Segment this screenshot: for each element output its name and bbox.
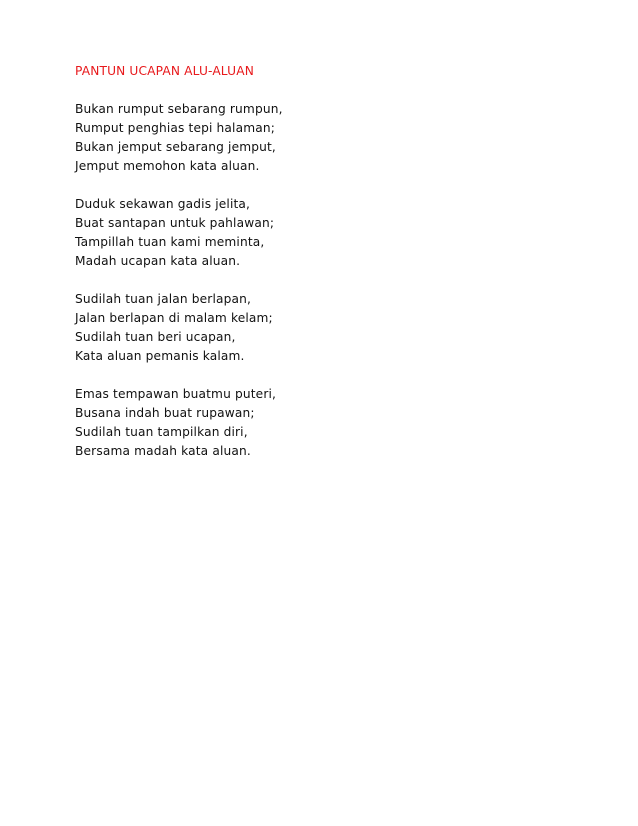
stanza-line: Bukan rumput sebarang rumpun,	[75, 102, 283, 116]
stanza-line: Sudilah tuan jalan berlapan,	[75, 292, 252, 306]
stanza-line: Emas tempawan buatmu puteri,	[75, 387, 277, 401]
stanza-1	[75, 100, 555, 176]
stanza-line: Sudilah tuan tampilkan diri,	[75, 425, 248, 439]
stanza-line: Duduk sekawan gadis jelita,	[75, 197, 251, 211]
stanza-line: Jemput memohon kata aluan.	[75, 159, 260, 173]
document-title: PANTUN UCAPAN ALU-ALUAN	[75, 64, 254, 78]
stanza-line: Sudilah tuan beri ucapan,	[75, 330, 236, 344]
stanza-line: Jalan berlapan di malam kelam;	[75, 311, 273, 325]
stanza-2	[75, 195, 555, 271]
stanza-line: Kata aluan pemanis kalam.	[75, 349, 245, 363]
stanza-line: Rumput penghias tepi halaman;	[75, 121, 275, 135]
stanza-line: Tampillah tuan kami meminta,	[75, 235, 265, 249]
stanza-line: Buat santapan untuk pahlawan;	[75, 216, 275, 230]
stanza-3	[75, 290, 555, 366]
title-spacer	[75, 81, 555, 100]
stanza-line: Bersama madah kata aluan.	[75, 444, 251, 458]
stanza-line: Madah ucapan kata aluan.	[75, 254, 241, 268]
stanza-4	[75, 385, 555, 461]
document-content	[75, 62, 555, 461]
stanza-line: Bukan jemput sebarang jemput,	[75, 140, 276, 154]
stanza-line: Busana indah buat rupawan;	[75, 406, 255, 420]
